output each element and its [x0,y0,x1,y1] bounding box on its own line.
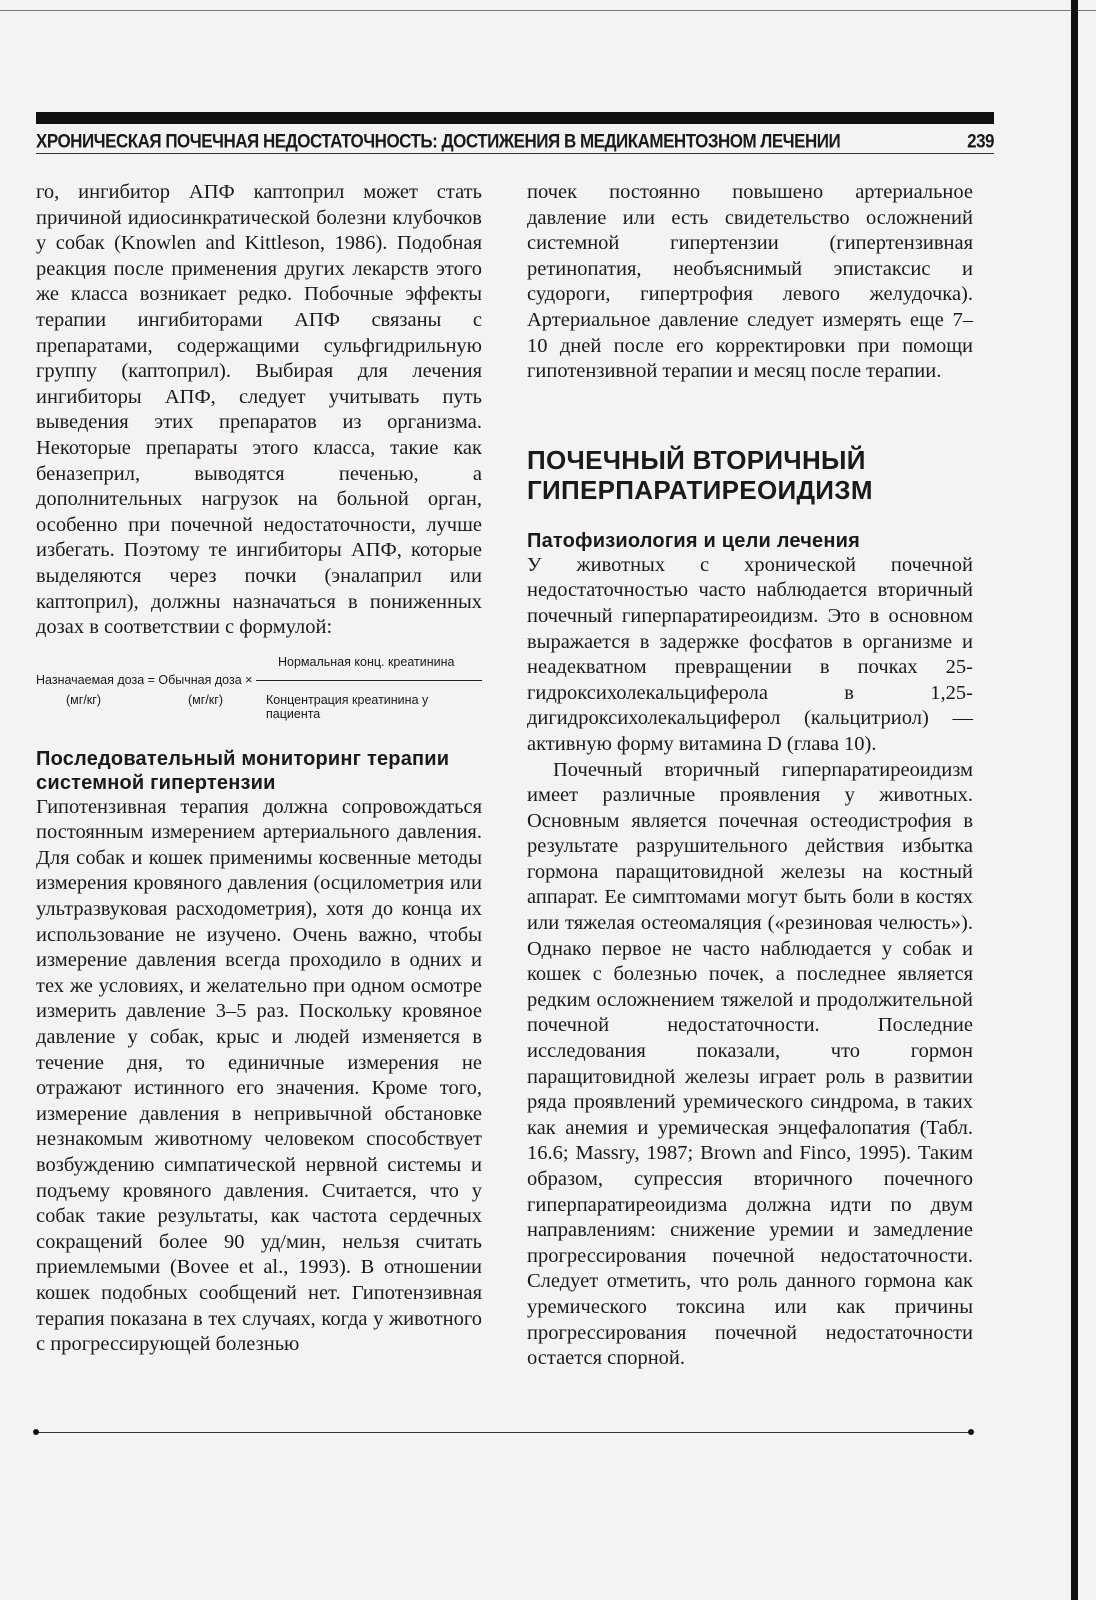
paragraph: Гипотензивная терапия должна сопровождаться постоянным измерением артериального давления. Для собак и кошек применимы косвенные методы измерения кровяного давления (осцилометрия или ультразвуковая расходометрия), хотя до конца их использование не изучено. Очень важно, чтобы измерение давления всегда проходило в одних и тех же условиях, и желательно при одном осмотре измерить давление 3–5 раз. Поскольку кровяное давление у собак, крыс и людей изменяется в течение дня, то единичные измерения не отражают истинного его значения. Кроме того, измерение давления в непривычной обстановке незнакомым животному человеком способствует возбуждению симпатической нервной системы и подъему кровяного давления. Считается, что у собак такие результаты, как частота сердечных сокращений более 90 уд/мин, нельзя считать приемлемыми (Bovee et al., 1993). В отношении кошек подобных сообщений нет. Гипотензивная терапия показана в тех случаях, когда у животного с прогрессирующей болезнью [36,795,482,1356]
section-subheading: Патофизиология и цели лечения [527,529,860,552]
header-bar [36,112,994,124]
paragraph: У животных с хронической почечной недостаточностью часто наблюдается вторичный почечный гиперпаратиреоидизм. Это в основном выражается в задержке фосфатов в организме и неадекватном превращении в почках 25-гидроксихолекальциферола в 1,25-дигидроксихолекальциферол (кальцитриол) — активную форму витамина D (глава 10). [527,553,973,755]
formula-left: Назначаемая доза = Обычная доза × [36,672,253,687]
footer-dot-right [968,1429,974,1435]
scan-right-edge [1071,0,1078,1600]
left-column [36,180,482,1358]
formula-denominator: Концентрация креатинина у пациента [266,692,429,721]
footer-dot-left [33,1429,39,1435]
footer-rule [36,1432,972,1433]
formula-numerator: Нормальная конц. креатинина [278,654,455,669]
page-number: 239 [967,130,994,152]
dose-formula [36,655,482,725]
paragraph: Почечный вторичный гиперпаратиреоидизм имеет различные проявления у животных. Основным является почечная остеодистрофия в результате разрушительного действия избытка гормона паращитовидной железы на костный аппарат. Ее симптомами могут быть боли в костях или тяжелая остеомаляция («резиновая челюсть»). Однако первое не часто наблюдается у собак и кошек с болезнью почек, а последнее является редким осложнением тяжелой и продолжительной почечной недостаточности. Последние исследования показали, что гормон паращитовидной железы играет роль в развитии ряда проявлений уремического синдрома, в таких как анемия и уремическая энцефалопатия (Табл. 16.6; Massry, 1987; Brown and Finco, 1995). Таким образом, супрессия вторичного почечного гиперпаратиреоидизма должна идти по двум направлениям: снижение уремии и замедление прогрессирования почечной недостаточности. Следует отметить, что роль данного гормона как уремического токсина или как причины прогрессирования почечной недостаточности остается спорной. [527,758,973,1370]
section-heading: ПОЧЕЧНЫЙ ВТОРИЧНЫЙ ГИПЕРПАРАТИРЕОИДИЗМ [527,444,873,505]
running-header [36,130,994,153]
right-column [527,180,973,1372]
paragraph: го, ингибитор АПФ каптоприл может стать причиной идиосинкратической болезни клубочков у собак (Knowlen and Kittleson, 1986). Подобная реакция после применения других лекарств этого же класса возникает редко. Побочные эффекты терапии ингибиторами АПФ связаны с препаратами, содержащими сульфгидрильную группу (каптоприл). Выбирая для лечения ингибиторы АПФ, следует учитывать путь выведения этих препаратов из организма. Некоторые препараты этого класса, такие как беназеприл, выводятся печенью, а дополнительных нагрузок на больной орган, особенно при почечной недостаточности, лучше избегать. Поэтому те ингибиторы АПФ, которые выделяются через почки (эналаприл или каптоприл), должны назначаться в пониженных дозах в соответствии с формулой: [36,181,482,639]
scan-top-edge [0,10,1096,11]
formula-unit: (мг/кг) [188,692,223,707]
fraction-line [256,680,482,681]
header-rule [36,153,994,154]
formula-unit: (мг/кг) [66,692,101,707]
paragraph: почек постоянно повышено артериальное давление или есть свидетельство осложнений системной гипертензии (гипертензивная ретинопатия, необъяснимый эпистаксис и судороги, гипертрофия левого желудочка). Артериальное давление следует измерять еще 7–10 дней после его корректировки при помощи гипотензивной терапии и месяц после терапии. [527,181,973,383]
section-subheading: Последовательный мониторинг терапии системной гипертензии [36,747,450,794]
running-title: ХРОНИЧЕСКАЯ ПОЧЕЧНАЯ НЕДОСТАТОЧНОСТЬ: ДОСТИЖЕНИЯ В МЕДИКАМЕНТОЗНОМ ЛЕЧЕНИИ [36,130,841,152]
